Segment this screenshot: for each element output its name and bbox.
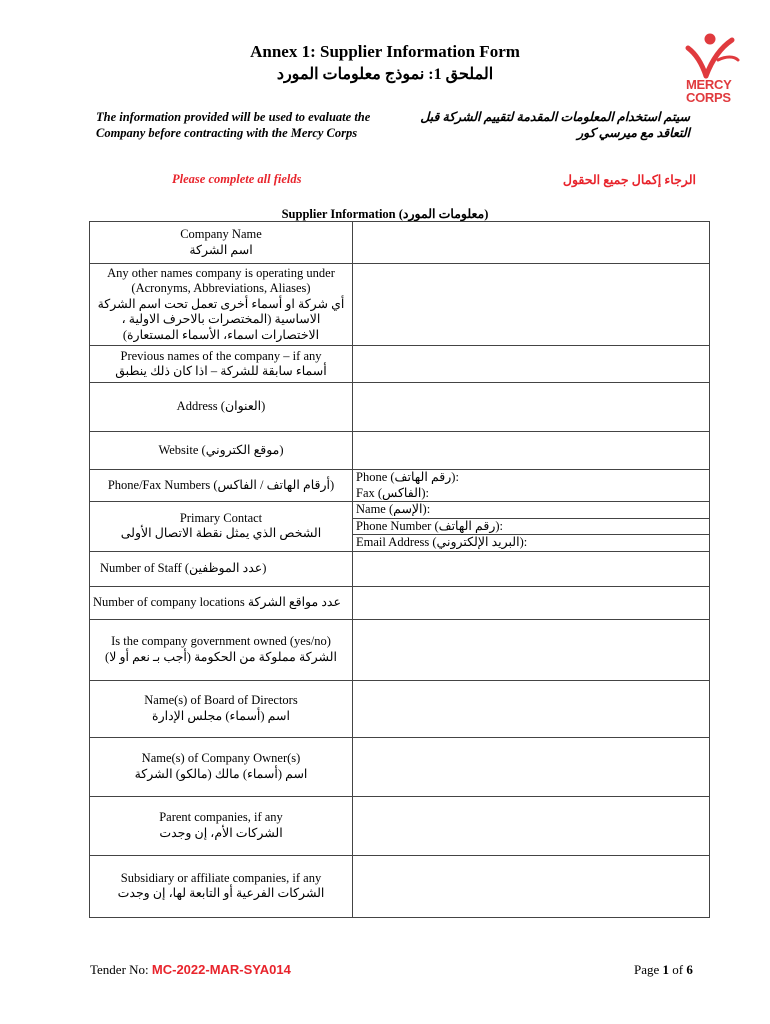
address-label: Address (العنوان) [90,383,353,432]
company-name-field[interactable] [353,222,710,264]
other-names-field[interactable] [353,264,710,346]
parent-companies-label: Parent companies, if any الشركات الأم، إن وجدت [90,796,353,855]
contact-name-field[interactable]: Name (الإسم): [356,502,431,516]
phone-fax-cell [353,470,710,502]
complete-fields-notice-arabic: الرجاء إكمال جميع الحقول [562,173,696,187]
table-row [90,737,710,796]
mercy-corps-emblem-icon [680,30,742,80]
logo-word-corps: CORPS [686,90,731,105]
locations-label: Number of company locations عدد مواقع الشركة [90,586,353,619]
table-row [90,855,710,917]
phone-fax-label: Phone/Fax Numbers (أرقام الهاتف / الفاكس) [90,470,353,502]
table-row [90,502,710,552]
table-row [90,222,710,264]
company-owners-label: Name(s) of Company Owner(s) اسم (أسماء) مالك (مالكو) الشركة [90,737,353,796]
mercy-corps-logo [680,30,742,110]
subsidiary-companies-label: Subsidiary or affiliate companies, if any الشركات الفرعية أو التابعة لها، إن وجدت [90,855,353,917]
table-row [90,796,710,855]
previous-names-label: Previous names of the company – if any أسماء سابقة للشركة – اذا كان ذلك ينطبق [90,346,353,383]
table-row [90,346,710,383]
contact-email-field[interactable]: Email Address (البريد الإلكتروني): [353,534,709,551]
logo-word-mercy: MERCY [686,77,732,92]
table-row [90,586,710,619]
website-label: Website (موقع الكتروني) [90,432,353,470]
board-directors-label: Name(s) of Board of Directors اسم (أسماء) مجلس الإدارة [90,680,353,737]
previous-names-field[interactable] [353,346,710,383]
government-owned-label: Is the company government owned (yes/no) الشركة مملوكة من الحكومة (أجب بـ نعم أو لا) [90,619,353,680]
table-row [90,432,710,470]
form-title-arabic: الملحق 1: نموذج معلومات المورد [276,66,494,83]
company-name-label: Company Name اسم الشركة [90,222,353,264]
intro-text-english: The information provided will be used to evaluate the Company before contracting with the Mercy Corps [96,110,371,140]
phone-field[interactable]: Phone (رقم الهاتف): [356,470,459,484]
staff-count-field[interactable] [353,551,710,586]
form-title: Annex 1: Supplier Information Form [250,42,520,61]
subsidiary-companies-field[interactable] [353,855,710,917]
government-owned-field[interactable] [353,619,710,680]
primary-contact-cell [353,502,710,552]
address-field[interactable] [353,383,710,432]
table-row [90,680,710,737]
fax-field[interactable]: Fax (الفاكس): [356,485,429,500]
primary-contact-label: Primary Contact الشخص الذي يمثل نقطة الاتصال الأولى [90,502,353,552]
table-row [90,264,710,346]
board-directors-field[interactable] [353,680,710,737]
intro-text-arabic: سيتم استخدام المعلومات المقدمة لتقييم الشركة قبل التعاقد مع ميرسي كور [420,110,690,140]
section-title: Supplier Information (معلومات المورد) [281,207,489,221]
complete-fields-notice: Please complete all fields [172,172,302,186]
table-row [90,470,710,502]
staff-count-label: Number of Staff (عدد الموظفين) [90,551,353,586]
contact-phone-field[interactable]: Phone Number (رقم الهاتف): [353,518,709,535]
supplier-information-table [89,221,710,918]
table-row [90,383,710,432]
tender-number: Tender No: MC-2022-MAR-SYA014 [90,962,291,977]
company-owners-field[interactable] [353,737,710,796]
website-field[interactable] [353,432,710,470]
page-number: Page 1 of 6 [634,962,693,977]
locations-field[interactable] [353,586,710,619]
table-row [90,551,710,586]
table-row [90,619,710,680]
tender-number-value: MC-2022-MAR-SYA014 [151,962,291,977]
parent-companies-field[interactable] [353,796,710,855]
other-names-label: Any other names company is operating under (Acronyms, Abbreviations, Aliases) أي شركة او أسماء أخرى تعمل تحت اسم الشركة الاساسية (المختصرات بالاحرف الاولية ، الاختصارات اسماء، الأسماء المستعارة) [90,264,353,346]
